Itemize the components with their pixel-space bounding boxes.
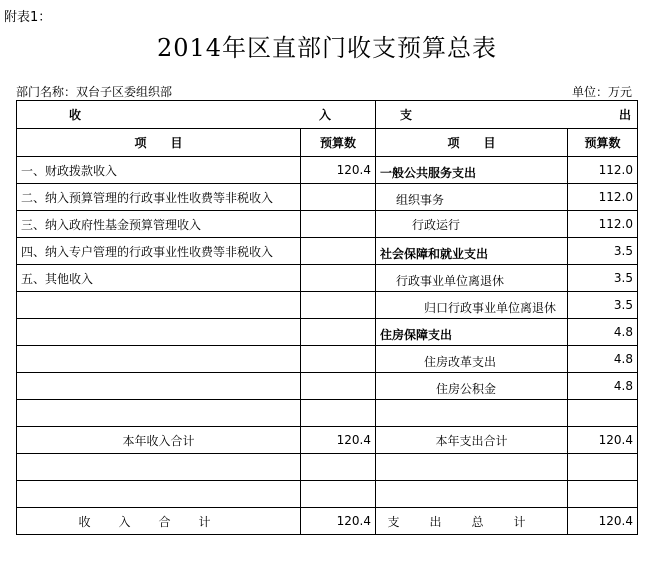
expense-subtotal-label: 本年支出合计 (376, 427, 568, 454)
income-subtotal-label: 本年收入合计 (17, 427, 301, 454)
section-header-row (17, 101, 638, 129)
income-value: 120.4 (301, 157, 376, 184)
blank-row (17, 481, 638, 508)
table-row (17, 292, 638, 319)
income-item: 二、纳入预算管理的行政事业性收费等非税收入 (17, 184, 301, 211)
expense-value: 4.8 (568, 346, 638, 373)
blank-row (17, 454, 638, 481)
income-total-label: 收入合计 (17, 508, 301, 535)
column-header-row (17, 129, 638, 157)
income-item (17, 292, 301, 319)
expense-value: 4.8 (568, 319, 638, 346)
table-row (17, 238, 638, 265)
income-section-header: 收 入 (17, 101, 376, 129)
grand-total-row (17, 508, 638, 535)
income-item (17, 346, 301, 373)
expense-value: 4.8 (568, 373, 638, 400)
expense-subitem: 组织事务 (376, 184, 568, 211)
expense-section-header: 支 出 (376, 101, 638, 129)
table-row (17, 346, 638, 373)
expense-value: 112.0 (568, 211, 638, 238)
table-row (17, 319, 638, 346)
income-value (301, 265, 376, 292)
expense-subitem: 行政事业单位离退休 (376, 265, 568, 292)
expense-category: 住房保障支出 (376, 319, 568, 346)
income-item (17, 400, 301, 427)
budget-table (16, 100, 638, 535)
expense-item-header: 项 目 (376, 129, 568, 157)
department-name: 部门名称：双台子区委组织部 (16, 85, 173, 99)
expense-subitem (376, 400, 568, 427)
expense-category: 社会保障和就业支出 (376, 238, 568, 265)
expense-subitem: 归口行政事业单位离退休 (376, 292, 568, 319)
expense-total-value: 120.4 (568, 508, 638, 535)
income-budget-header: 预算数 (301, 129, 376, 157)
page-title: 2014年区直部门收支预算总表 (156, 34, 498, 62)
income-value (301, 319, 376, 346)
income-value (301, 400, 376, 427)
income-value (301, 346, 376, 373)
table-row (17, 184, 638, 211)
expense-value: 3.5 (568, 238, 638, 265)
income-total-value: 120.4 (301, 508, 376, 535)
expense-value: 112.0 (568, 184, 638, 211)
income-value (301, 373, 376, 400)
expense-subitem: 住房公积金 (376, 373, 568, 400)
income-value (301, 211, 376, 238)
income-item (17, 319, 301, 346)
expense-value: 3.5 (568, 265, 638, 292)
expense-total-label: 支出总计 (376, 508, 568, 535)
table-row (17, 400, 638, 427)
income-value (301, 238, 376, 265)
income-item-header: 项 目 (17, 129, 301, 157)
table-row (17, 211, 638, 238)
income-item: 五、其他收入 (17, 265, 301, 292)
table-row (17, 157, 638, 184)
table-row (17, 373, 638, 400)
expense-value (568, 400, 638, 427)
expense-budget-header: 预算数 (568, 129, 638, 157)
income-item: 三、纳入政府性基金预算管理收入 (17, 211, 301, 238)
unit-label: 单位：万元 (571, 85, 632, 99)
expense-subitem: 住房改革支出 (376, 346, 568, 373)
subtotal-row (17, 427, 638, 454)
expense-value: 3.5 (568, 292, 638, 319)
annex-label: 附表1： (4, 10, 52, 25)
expense-value: 112.0 (568, 157, 638, 184)
income-subtotal-value: 120.4 (301, 427, 376, 454)
income-value (301, 184, 376, 211)
income-item (17, 373, 301, 400)
income-value (301, 292, 376, 319)
expense-subtotal-value: 120.4 (568, 427, 638, 454)
income-item: 四、纳入专户管理的行政事业性收费等非税收入 (17, 238, 301, 265)
expense-subitem: 行政运行 (376, 211, 568, 238)
table-row (17, 265, 638, 292)
expense-category: 一般公共服务支出 (376, 157, 568, 184)
income-item: 一、财政拨款收入 (17, 157, 301, 184)
